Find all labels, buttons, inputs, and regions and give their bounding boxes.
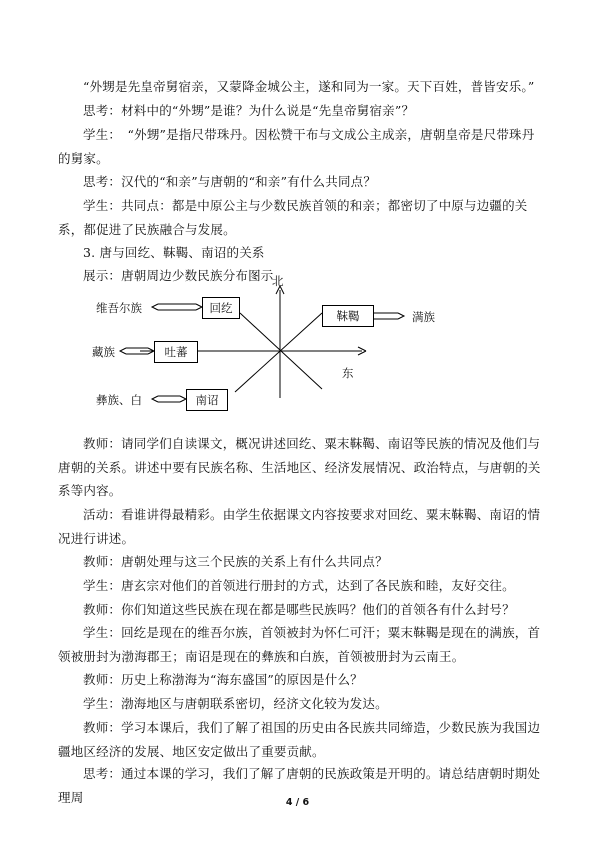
question-paragraph: 思考：通过本课的学习，我们了解了唐朝的民族政策是开明的。请总结唐朝时期处理周: [58, 766, 541, 805]
section-heading: 3. 唐与回纥、靺鞨、南诏的关系: [83, 245, 265, 260]
student-answer-paragraph: 学生：渤海地区与唐朝联系密切，经济文化较为发达。: [83, 696, 388, 711]
student-answer-paragraph: 学生： “外甥”是指尺带珠丹。因松赞干布与文成公主成亲，唐朝皇帝是尺带珠丹的舅家。: [58, 127, 535, 166]
ethnic-distribution-diagram: [60, 268, 480, 428]
teacher-paragraph: 教师：学习本课后，我们了解了祖国的历史由各民族共同缔造，少数民族为我国边疆地区经济的发展、地区安定做出了重要贡献。: [58, 720, 541, 759]
student-answer-paragraph: 学生：回纥是现在的维吾尔族，首领被封为怀仁可汗；粟末靺鞨是现在的满族，首领被册封为渤海郡王；南诏是现在的彝族和白族，首领被册封为云南王。: [58, 625, 541, 664]
teacher-paragraph: 教师：你们知道这些民族在现在都是哪些民族吗？他们的首领各有什么封号？: [83, 602, 515, 617]
question-paragraph: 思考：汉代的“和亲”与唐朝的“和亲”有什么共同点？: [83, 174, 377, 189]
page-number: 4 / 6: [285, 797, 310, 808]
mohe-box: 靺鞨: [322, 305, 374, 327]
display-paragraph: 展示：唐朝周边少数民族分布图示: [83, 268, 274, 283]
student-answer-paragraph: 学生：共同点：都是中原公主与少数民族首领的和亲；都密切了中原与边疆的关系，都促进了民族融合与发展。: [58, 198, 528, 237]
teacher-paragraph: 教师：请同学们自读课文，概况讲述回纥、粟末靺鞨、南诏等民族的情况及他们与唐朝的关系。讲述中要有民族名称、生活地区、经济发展情况、政治特点，与唐朝的关系等内容。: [58, 436, 541, 498]
huihe-box: 回纥: [202, 297, 240, 319]
teacher-paragraph: 教师：历史上称渤海为“海东盛国”的原因是什么？: [83, 672, 363, 687]
east-label: 东: [342, 366, 354, 380]
teacher-paragraph: 教师：唐朝处理与这三个民族的关系上有什么共同点？: [83, 554, 388, 569]
north-label: 北: [272, 274, 284, 288]
zangzu-label: 藏族: [92, 345, 115, 359]
question-paragraph: 思考：材料中的“外甥”是谁？为什么说是“先皇帝舅宿亲”？: [83, 103, 415, 118]
yizu-bai-label: 彝族、白: [96, 393, 142, 407]
weiwuer-label: 维吾尔族: [96, 301, 142, 315]
manzu-label: 满族: [412, 310, 435, 324]
student-answer-paragraph: 学生：唐玄宗对他们的首领进行册封的方式，达到了各民族和睦，友好交往。: [83, 578, 515, 593]
tubo-box: 吐蕃: [154, 341, 198, 363]
nanzhao-box: 南诏: [186, 389, 228, 411]
quote-paragraph: “外甥是先皇帝舅宿亲，又蒙降金城公主，遂和同为一家。天下百姓，普皆安乐。”: [83, 79, 535, 94]
activity-paragraph: 活动：看谁讲得最精彩。由学生依据课文内容按要求对回纥、粟末靺鞨、南诏的情况进行讲述。: [58, 507, 541, 546]
